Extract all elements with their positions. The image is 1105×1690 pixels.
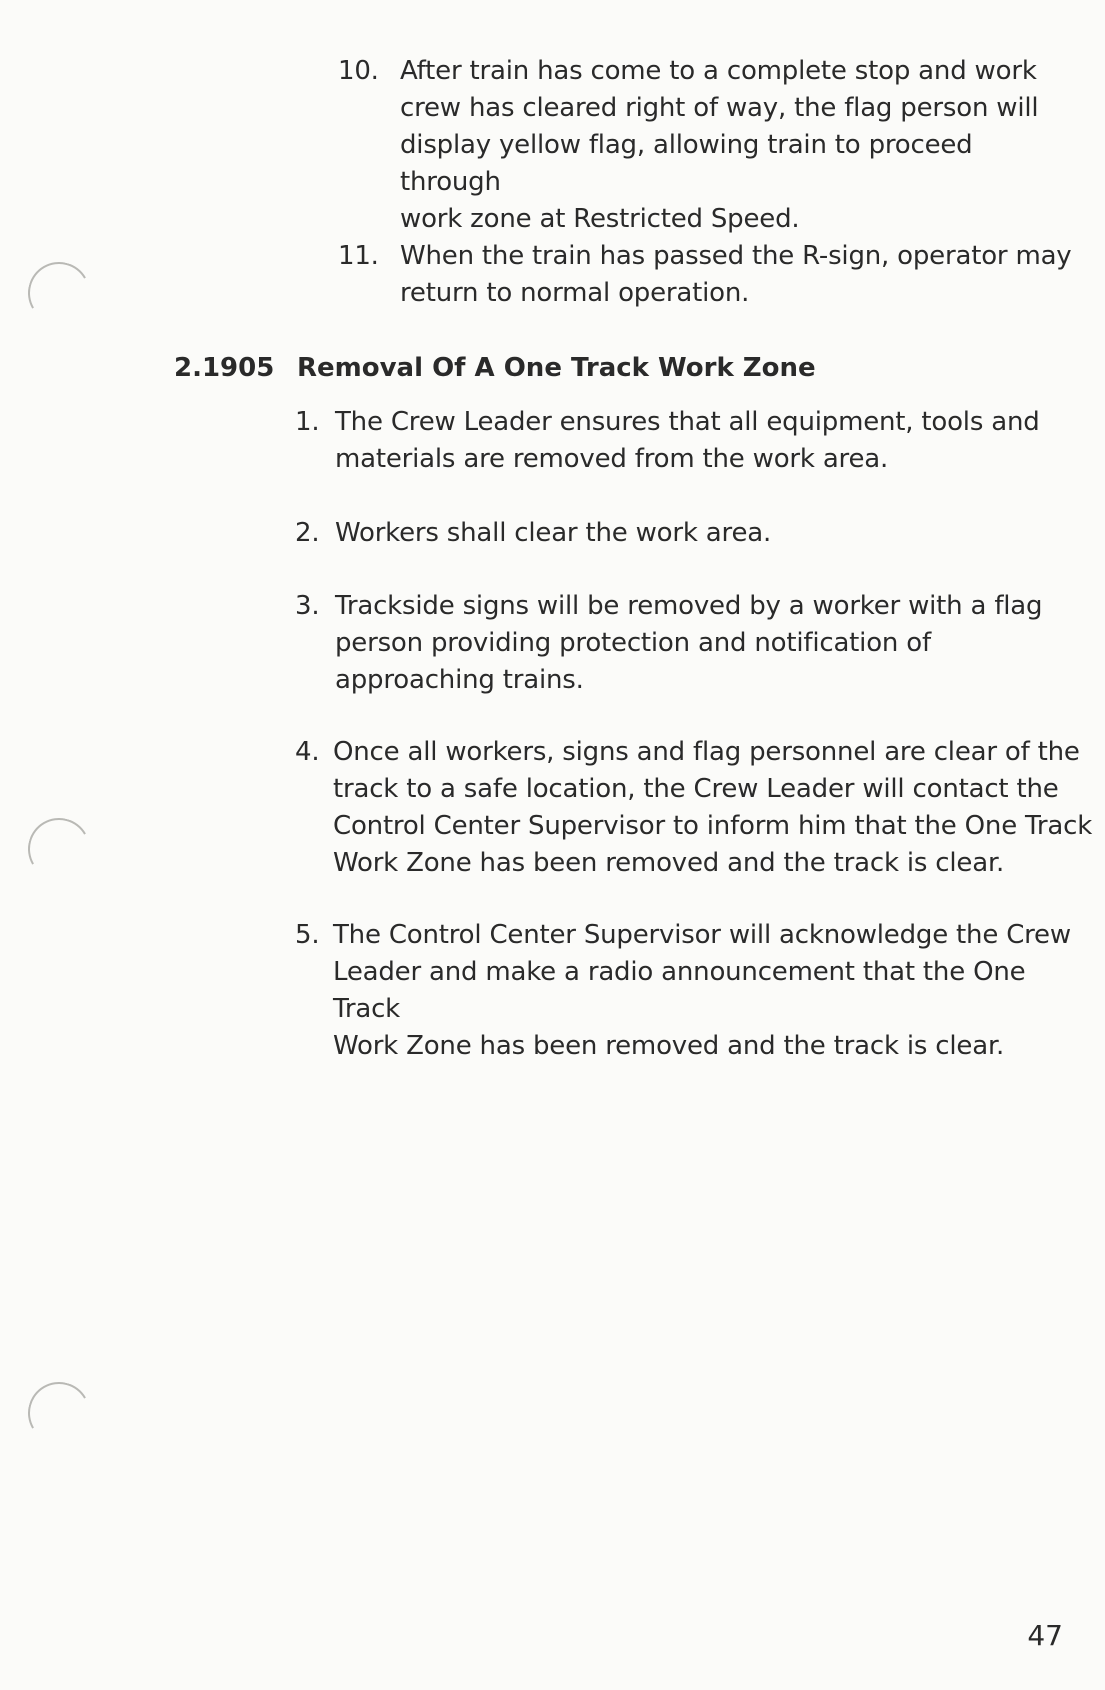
list-item-10 (338, 53, 1078, 234)
text-line: person providing protection and notification of (335, 628, 931, 658)
text-line: The Crew Leader ensures that all equipment, tools and (335, 407, 1040, 437)
list-item-text (335, 404, 1040, 478)
text-line: After train has come to a complete stop and work (400, 56, 1037, 86)
text-line: Work Zone has been removed and the track is clear. (333, 848, 1005, 878)
binder-hole-middle (21, 811, 97, 887)
text-line: The Control Center Supervisor will acknowledge the Crew (333, 920, 1071, 950)
list-item-2 (295, 515, 1085, 553)
list-item-text (400, 53, 1078, 238)
binder-hole-bottom (21, 1375, 97, 1451)
page-number: 47 (1027, 1619, 1063, 1652)
text-line: track to a safe location, the Crew Leader will contact the (333, 774, 1059, 804)
text-line: work zone at Restricted Speed. (400, 204, 800, 234)
text-line: materials are removed from the work area. (335, 444, 889, 474)
list-item-number: 10. (338, 56, 379, 86)
list-item-text (335, 515, 771, 552)
list-item-text (400, 238, 1072, 312)
text-line: Work Zone has been removed and the track is clear. (333, 1031, 1005, 1061)
text-line: display yellow flag, allowing train to proceed through (400, 130, 973, 197)
text-line: approaching trains. (335, 665, 584, 695)
list-item-3 (295, 588, 1085, 701)
section-title: Removal Of A One Track Work Zone (297, 353, 816, 383)
list-item-4 (295, 734, 1095, 884)
list-item-number: 2. (295, 518, 320, 548)
list-item-1 (295, 404, 1085, 480)
text-line: return to normal operation. (400, 278, 750, 308)
list-item-number: 1. (295, 407, 320, 437)
text-line: Once all workers, signs and flag personnel are clear of the (333, 737, 1080, 767)
binder-hole-top (21, 255, 97, 331)
text-line: Workers shall clear the work area. (335, 518, 772, 548)
list-item-number: 11. (338, 241, 379, 271)
list-item-number: 5. (295, 920, 320, 950)
list-item-text (335, 588, 1042, 699)
section-number: 2.1905 (174, 353, 275, 383)
list-item-11 (338, 238, 1078, 314)
text-line: Trackside signs will be removed by a worker with a flag (335, 591, 1043, 621)
list-item-number: 4. (295, 737, 320, 767)
list-item-5 (295, 917, 1095, 1061)
text-line: Leader and make a radio announcement that the One Track (333, 957, 1026, 1024)
list-item-text (333, 734, 1092, 882)
list-item-number: 3. (295, 591, 320, 621)
text-line: When the train has passed the R-sign, operator may (400, 241, 1072, 271)
text-line: crew has cleared right of way, the flag person will (400, 93, 1039, 123)
list-item-text (333, 917, 1095, 1065)
text-line: Control Center Supervisor to inform him that the One Track (333, 811, 1093, 841)
